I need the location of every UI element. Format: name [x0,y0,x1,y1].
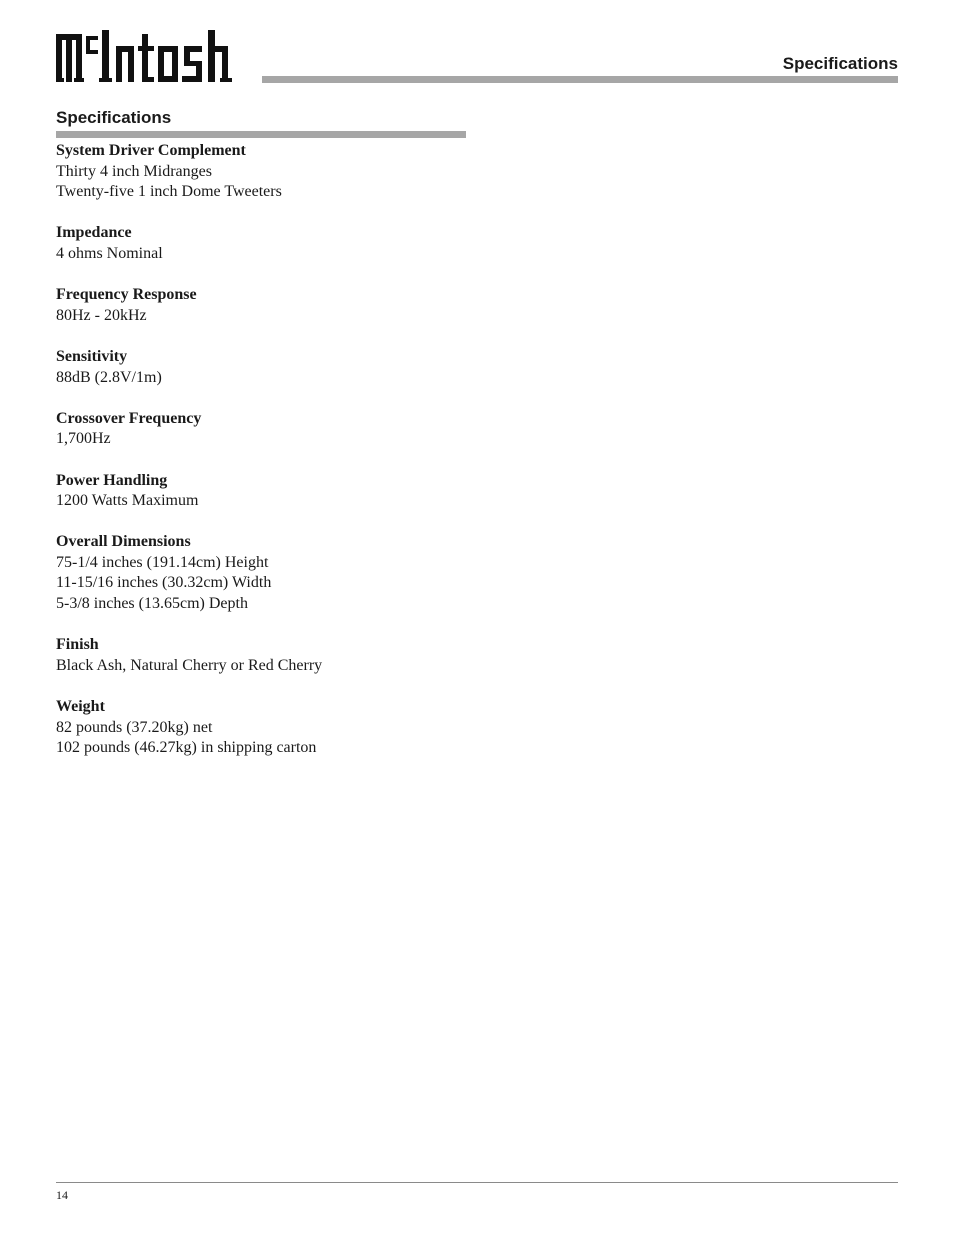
footer-rule [56,1182,898,1183]
spec-label: Crossover Frequency [56,409,202,427]
spec-value: Twenty-five 1 inch Dome Tweeters [56,183,282,201]
spec-weight [56,697,476,759]
page-number: 14 [56,1188,68,1202]
spec-label: Overall Dimensions [56,533,191,551]
spec-label: Power Handling [56,471,168,489]
spec-value: 75-1/4 inches (191.14cm) Height [56,553,269,571]
page-header [0,0,954,100]
spec-overall-dimensions [56,532,476,614]
spec-power-handling [56,471,476,512]
section-title: Specifications [56,108,172,127]
spec-driver-complement [56,141,476,203]
spec-crossover-frequency [56,409,476,450]
spec-value: 11-15/16 inches (30.32cm) Width [56,574,272,592]
spec-label: System Driver Complement [56,142,246,159]
spec-sensitivity [56,347,476,388]
spec-label: Sensitivity [56,347,128,365]
spec-value: 1,700Hz [56,430,111,448]
spec-label: Impedance [56,224,132,242]
spec-list [56,141,476,779]
spec-impedance [56,223,476,264]
spec-value: 102 pounds (46.27kg) in shipping carton [56,739,317,757]
spec-label: Finish [56,636,99,654]
spec-label: Weight [56,698,105,716]
spec-value: 80Hz - 20kHz [56,306,147,324]
spec-value: 4 ohms Nominal [56,244,163,262]
section-rule [56,131,466,138]
spec-value: Black Ash, Natural Cherry or Red Cherry [56,656,323,674]
header-title: Specifications [782,54,898,73]
spec-frequency-response [56,285,476,326]
spec-value: Thirty 4 inch Midranges [56,162,212,180]
mcintosh-logo [56,30,258,86]
header-rule [262,76,898,83]
spec-value: 5-3/8 inches (13.65cm) Depth [56,595,248,613]
spec-value: 88dB (2.8V/1m) [56,368,162,386]
spec-value: 82 pounds (37.20kg) net [56,718,213,736]
spec-label: Frequency Response [56,286,197,304]
spec-finish [56,635,476,676]
spec-value: 1200 Watts Maximum [56,492,199,510]
